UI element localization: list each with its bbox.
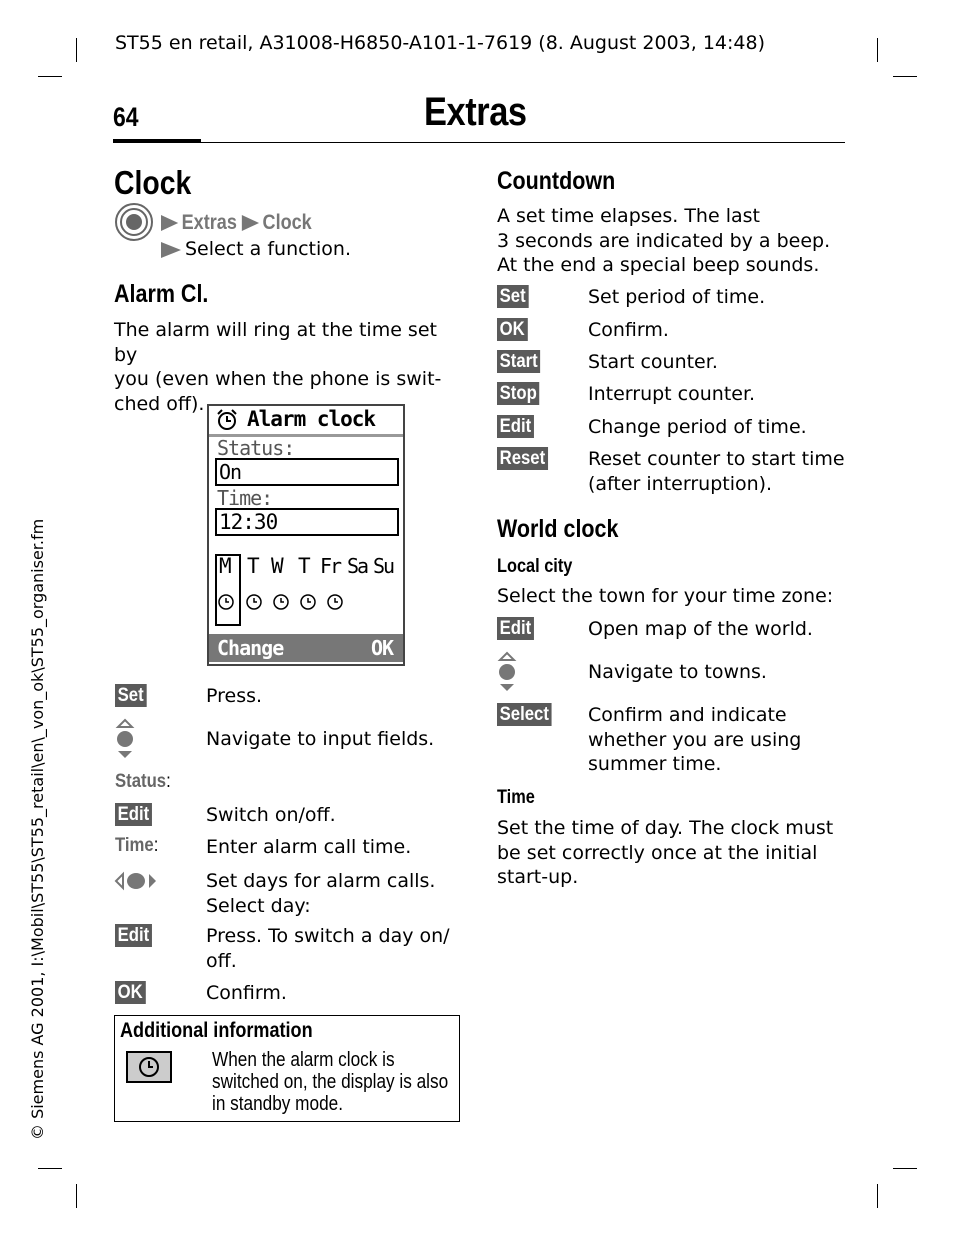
key-reset	[497, 447, 555, 470]
instruction-text: Select a function.	[185, 238, 351, 260]
running-header: ST55 en retail, A31008-H6850-A101-1-7619 (8. August 2003, 14:48)	[115, 32, 766, 54]
row-text: Interrupt counter.	[588, 383, 756, 405]
softkey-label: OK	[497, 318, 527, 341]
softkey-label: Stop	[497, 382, 539, 405]
crop-mark	[76, 1184, 77, 1208]
time-heading: Time:	[115, 835, 159, 856]
day-label[interactable]: T	[298, 554, 310, 578]
key-ok	[115, 981, 150, 1004]
nav-left-right-icon	[114, 870, 158, 892]
additional-info-text	[212, 1049, 448, 1115]
status-heading: Status:	[115, 771, 171, 792]
text-line: you (even when the phone is swit-	[114, 368, 442, 390]
time-heading-text: Time	[115, 835, 154, 856]
standby-alarm-icon	[126, 1051, 172, 1083]
time-label: Time:	[217, 486, 273, 510]
section-title-world-clock: World clock	[497, 515, 619, 543]
text-line: 3 seconds are indicated by a beep.	[497, 229, 831, 252]
crop-mark	[38, 76, 62, 77]
key-stop	[497, 382, 545, 405]
crop-mark	[893, 1168, 917, 1169]
text-line: A set time elapses. The last	[497, 205, 760, 227]
row-text: Enter alarm call time.	[206, 836, 412, 858]
row-text	[588, 703, 801, 777]
menu-icon	[114, 202, 154, 242]
alarm-intro	[114, 318, 464, 416]
breadcrumb-item: Extras	[181, 211, 237, 234]
row-text: Navigate to towns.	[588, 661, 767, 683]
crop-mark	[76, 38, 77, 62]
text-line: start-up.	[497, 866, 579, 888]
text-line: When the alarm clock is	[212, 1049, 395, 1071]
instruction	[161, 237, 351, 262]
softkey-label: Edit	[497, 617, 534, 640]
status-field[interactable]: On	[215, 458, 399, 486]
key-edit	[497, 617, 539, 640]
screen-title-bar	[209, 406, 403, 437]
text-line: be set correctly once at the initial	[497, 841, 818, 864]
day-label[interactable]: M	[219, 554, 231, 578]
nav-up-down-icon	[496, 651, 518, 693]
key-start	[497, 350, 546, 373]
day-label[interactable]: W	[271, 554, 283, 578]
row-text: Confirm.	[206, 982, 287, 1004]
screen-title: Alarm clock	[247, 407, 376, 431]
chapter-title: Extras	[424, 90, 527, 134]
softkey-bar	[209, 634, 403, 662]
status-heading-text: Status	[115, 771, 167, 792]
page-number-underline	[113, 139, 201, 143]
subheading-local-city: Local city	[497, 556, 573, 577]
softkey-label: Edit	[497, 415, 534, 438]
text-line: (after interruption).	[588, 472, 773, 495]
softkey-label: Start	[497, 350, 540, 373]
softkey-label: Edit	[115, 924, 152, 947]
subheading-time: Time	[497, 787, 535, 808]
day-label[interactable]: Sa	[347, 554, 368, 578]
row-text: Start counter.	[588, 351, 718, 373]
softkey-label: Edit	[115, 803, 152, 826]
softkey-label: OK	[115, 981, 145, 1004]
arrow-right-icon	[161, 242, 181, 258]
softkey-ok[interactable]: OK	[371, 636, 394, 660]
text-line: The alarm will ring at the time set by	[114, 319, 437, 366]
key-set	[115, 684, 151, 707]
softkey-label: Set	[115, 684, 146, 707]
text-line: Set days for alarm calls.	[206, 870, 436, 892]
crop-mark	[877, 38, 878, 62]
text-line: Select day:	[206, 894, 311, 917]
day-label[interactable]: Fr	[320, 554, 341, 578]
subsection-title-alarm: Alarm Cl.	[114, 280, 209, 308]
row-text: Set period of time.	[588, 286, 766, 308]
text-line: switched on, the display is also	[212, 1071, 449, 1093]
day-label[interactable]: T	[247, 554, 259, 578]
row-text: Open map of the world.	[588, 618, 813, 640]
text-line: in standby mode.	[212, 1093, 344, 1115]
text-line: Confirm and indicate	[588, 704, 787, 726]
softkey-label: Reset	[497, 447, 548, 470]
text-line: At the end a special beep sounds.	[497, 254, 820, 276]
page-number: 64	[113, 102, 139, 132]
softkey-label: Select	[497, 703, 552, 726]
section-title-clock: Clock	[114, 164, 192, 201]
status-label: Status:	[217, 436, 295, 460]
breadcrumb-item: Clock	[262, 211, 312, 234]
row-text: Confirm.	[588, 319, 669, 341]
key-edit	[115, 924, 157, 947]
header-rule	[201, 142, 845, 143]
row-text	[206, 924, 450, 973]
key-ok	[497, 318, 532, 341]
crop-mark	[893, 76, 917, 77]
section-title-countdown: Countdown	[497, 167, 616, 195]
sidebar-file-path: © Siemens AG 2001, I:\Mobil\ST55\ST55_retail\en\_von_ok\ST55_organiser.fm	[28, 518, 47, 1140]
time-text	[497, 816, 833, 890]
text-line: summer time.	[588, 753, 722, 775]
alarm-clock-icon	[215, 408, 239, 432]
row-text: Press.	[206, 685, 263, 707]
countdown-intro	[497, 204, 830, 278]
time-field[interactable]: 12:30	[215, 508, 399, 536]
row-text	[588, 447, 845, 496]
row-text: Navigate to input fields.	[206, 728, 435, 750]
softkey-label: Set	[497, 285, 528, 308]
key-edit	[115, 803, 157, 826]
day-alarm-icons	[217, 592, 357, 612]
text-line: off.	[206, 949, 237, 972]
text-line: whether you are using	[588, 728, 802, 751]
text-line: ched off).	[114, 392, 205, 415]
softkey-change[interactable]: Change	[217, 636, 284, 660]
crop-mark	[877, 1184, 878, 1208]
nav-up-down-icon	[114, 718, 136, 760]
breadcrumb	[161, 211, 336, 235]
text-line: Set the time of day. The clock must	[497, 817, 834, 839]
key-set	[497, 285, 533, 308]
day-label[interactable]: Su	[373, 554, 394, 578]
crop-mark	[38, 1168, 62, 1169]
row-text: Switch on/off.	[206, 804, 336, 826]
text-line: Press. To switch a day on/	[206, 925, 450, 947]
text-line: Reset counter to start time	[588, 448, 845, 470]
additional-info-box	[114, 1015, 460, 1122]
key-select	[497, 703, 559, 726]
arrow-right-icon	[161, 215, 178, 231]
phone-screen	[207, 404, 405, 666]
additional-info-title: Additional information	[120, 1019, 313, 1042]
key-edit	[497, 415, 539, 438]
local-city-intro: Select the town for your time zone:	[497, 585, 834, 607]
arrow-right-icon	[242, 215, 259, 231]
row-text	[206, 869, 435, 918]
row-text: Change period of time.	[588, 416, 807, 438]
